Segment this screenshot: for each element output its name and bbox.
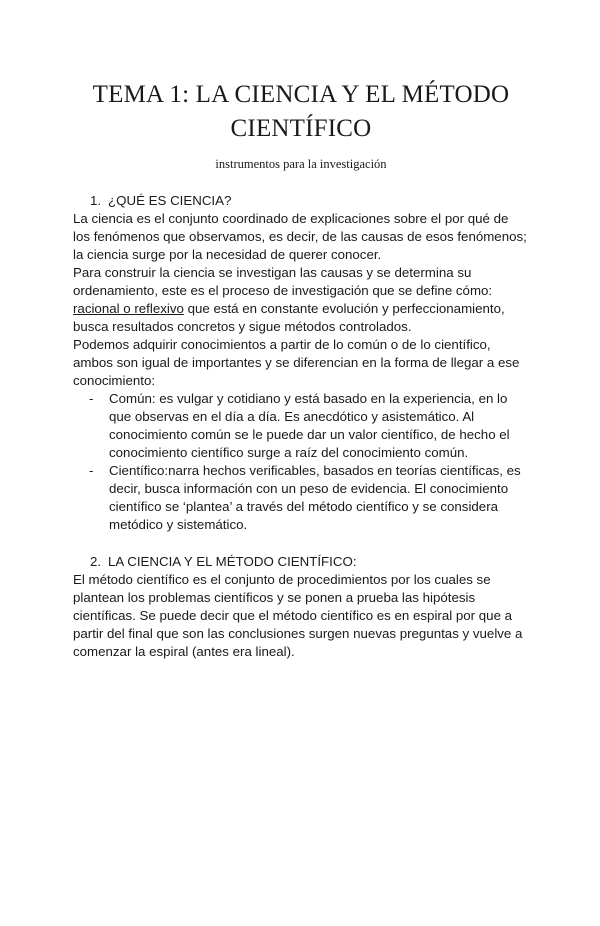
section-1-paragraph-3: Podemos adquirir conocimientos a partir de lo común o de lo científico, ambos son igual de importantes y se diferencian en la forma de llegar a ese conocimiento: <box>73 337 520 388</box>
document-page <box>0 78 600 926</box>
section-1-paragraph-1: La ciencia es el conjunto coordinado de explicaciones sobre el por qué de los fenómenos que observamos, es decir, de las causas de esos fenómenos; la ciencia surge por la necesidad de querer conocer. <box>73 211 527 262</box>
section-1-paragraph-2 <box>73 264 529 336</box>
page-title: TEMA 1: LA CIENCIA Y EL MÉTODO CIENTÍFICO <box>92 81 510 142</box>
section-2-number: 2. <box>90 554 102 569</box>
list-item <box>89 390 529 462</box>
list-item-text: Científico:narra hechos verificables, basados en teorías científicas, es decir, busca información con un peso de evidencia. El conocimiento científico se ‘plantea’ a través del método científico y se considera metódico y sistemático. <box>109 463 521 532</box>
section-2-heading <box>90 553 529 571</box>
section-1-heading <box>90 192 529 210</box>
list-dash: - <box>89 463 94 478</box>
section-1-number: 1. <box>90 193 102 208</box>
list-item-text: Común: es vulgar y cotidiano y está basado en la experiencia, en lo que observas en el día a día. Es anecdótico y asistemático. Al conocimiento común se le puede dar un valor científico, de hecho el conocimiento científico surge a raíz del conocimiento común. <box>109 391 510 460</box>
list-dash: - <box>89 391 94 406</box>
knowledge-types-list <box>73 390 529 534</box>
section-1-paragraph-2-start: Para construir la ciencia se investigan las causas y se determina su ordenamiento, este es el proceso de investigación que se define cómo: <box>73 265 493 298</box>
section-1-heading-text: ¿QUÉ ES CIENCIA? <box>108 193 232 208</box>
section-1-paragraph-2-end: que está en constante evolución y perfeccionamiento, busca resultados concretos y sigue métodos controlados. <box>73 301 505 334</box>
list-item <box>89 462 529 534</box>
underlined-term: racional o reflexivo <box>73 301 184 316</box>
page-subtitle: instrumentos para la investigación <box>215 157 387 171</box>
section-2-heading-text: LA CIENCIA Y EL MÉTODO CIENTÍFICO: <box>108 554 357 569</box>
section-2-paragraph-1: El método científico es el conjunto de procedimientos por los cuales se plantean los problemas científicos y se ponen a prueba las hipótesis científicas. Se puede decir que el método científico es en espiral por que a partir del final que son las conclusiones surgen nuevas preguntas y vuelve a comenzar la espiral (antes era lineal). <box>73 572 523 659</box>
